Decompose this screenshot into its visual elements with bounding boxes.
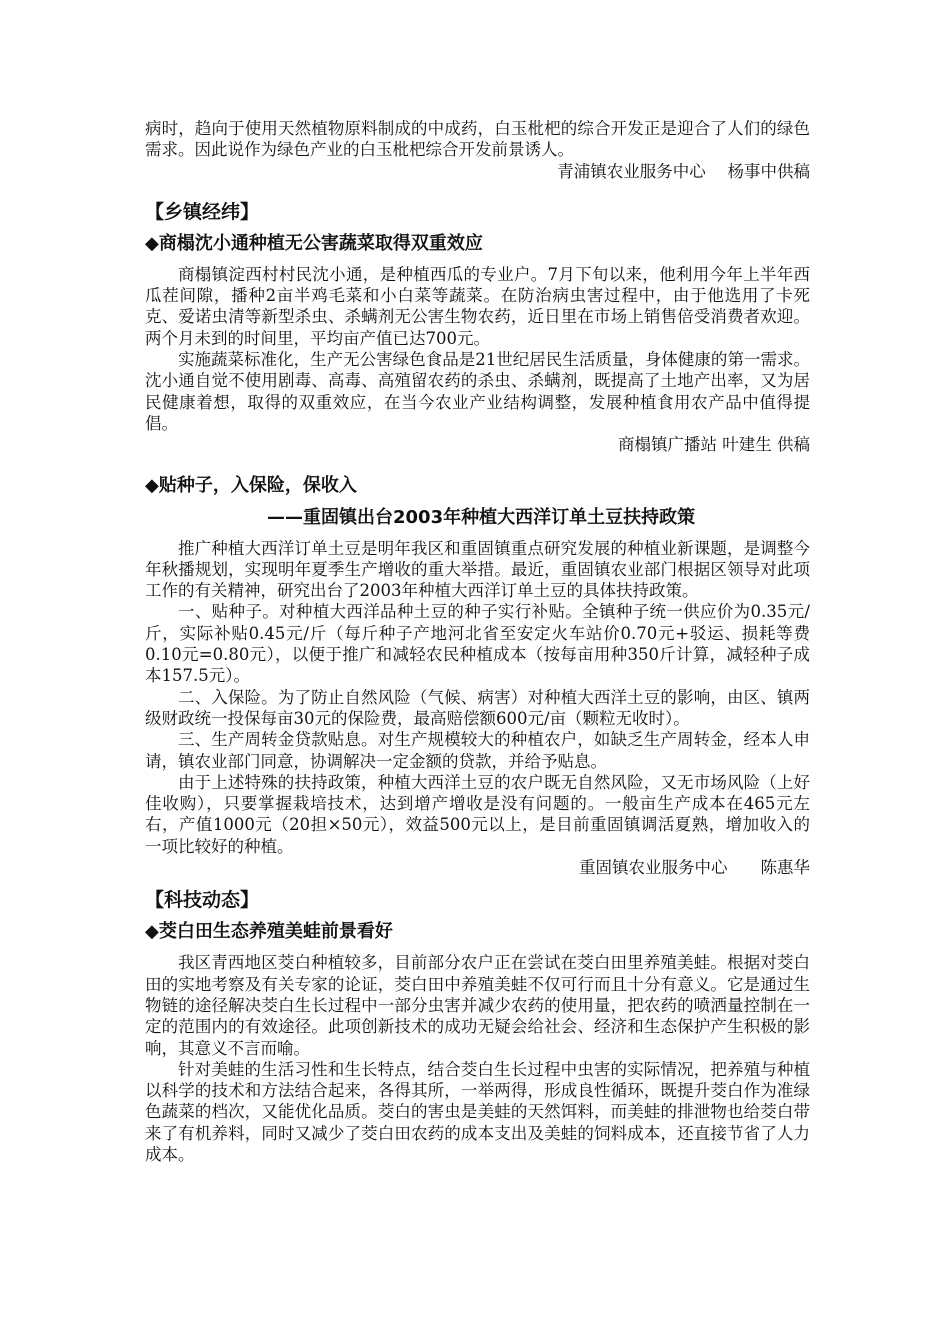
article-credit: 重固镇农业服务中心 陈惠华 (579, 858, 810, 878)
article-paragraph: 我区青西地区茭白种植较多，目前部分农户正在尝试在茭白田里养殖美蛙。根据对茭白田的实地考察及有关专家的论证，茭白田中养殖美蛙不仅可行而且十分有意义。它是通过生物链的途径解决茭白生长过程中一部分虫害并减少农药的使用量，把农药的喷洒量控制在一定的范围内的有效途径。此项创新技术的成功无疑会给社会、经济和生态保护产生积极的影响，其意义不言而喻。 (145, 953, 810, 1058)
article-headline-potato: ◆贴种子，入保险，保收入 (145, 474, 357, 496)
document-page (145, 118, 810, 1165)
article-credit: 商榻镇广播站 叶建生 供稿 (618, 435, 810, 455)
article-paragraph: 针对美蛙的生活习性和生长特点，结合茭白生长过程中虫害的实际情况，把养殖与种植以科学的技术和方法结合起来，各得其所，一举两得，形成良性循环，既提升茭白作为准绿色蔬菜的档次，又能优化品质。茭白的害虫是美蛙的天然饵料，而美蛙的排泄物也给茭白带来了有机养料，同时又减少了茭白田农药的成本支出及美蛙的饲料成本，还直接节省了人力成本。 (145, 1059, 810, 1164)
article-paragraph: 二、入保险。为了防止自然风险（气候、病害）对种植大西洋土豆的影响，由区、镇两级财政统一投保每亩30元的保险费，最高赔偿额600元/亩（颗粒无收时）。 (145, 687, 810, 728)
article-paragraph: 实施蔬菜标准化，生产无公害绿色食品是21世纪居民生活质量，身体健康的第一需求。沈小通自觉不使用剧毒、高毒、高殖留农药的杀虫、杀螨剂，既提高了土地产出率，又为居民健康着想，取得的双重效应，在当今农业产业结构调整，发展种植食用农产品中值得提倡。 (145, 350, 810, 433)
article-headline-vegetables: ◆商榻沈小通种植无公害蔬菜取得双重效应 (145, 232, 483, 254)
article-paragraph: 推广种植大西洋订单土豆是明年我区和重固镇重点研究发展的种植业新课题，是调整今年秋播规划，实现明年夏季生产增收的重大举措。最近，重固镇农业部门根据区领导对此项工作的有关精神，研究出台了2003年种植大西洋订单土豆的具体扶持政策。 (145, 538, 810, 601)
article-paragraph: 一、贴种子。对种植大西洋品种土豆的种子实行补贴。全镇种子统一供应价为0.35元/斤，实际补贴0.45元/斤（每斤种子产地河北省至安定火车站价0.70元+驳运、损耗等费0.10元=0.80元），以便于推广和减轻农民种植成本（按每亩用种350斤计算，减轻种子成本157.5元）。 (145, 602, 810, 686)
article-headline-frog: ◆茭白田生态养殖美蛙前景看好 (145, 921, 393, 943)
section-title-township: 【乡镇经纬】 (145, 200, 260, 223)
intro-credit: 青浦镇农业服务中心 杨事中供稿 (557, 161, 810, 181)
intro-paragraph: 病时，趋向于使用天然植物原料制成的中成药，白玉枇杷的综合开发正是迎合了人们的绿色需求。因此说作为绿色产业的白玉枇杷综合开发前景诱人。 (145, 119, 810, 160)
article-paragraph: 由于上述特殊的扶持政策，种植大西洋土豆的农户既无自然风险，又无市场风险（上好佳收购），只要掌握栽培技术，达到增产增收是没有问题的。一般亩生产成本在465元左右，产值1000元（20担×50元），效益500元以上，是目前重固镇调活夏熟，增加收入的一项比较好的种植。 (145, 772, 810, 856)
section-title-technology: 【科技动态】 (145, 889, 260, 912)
article-paragraph: 三、生产周转金贷款贴息。对生产规模较大的种植农户，如缺乏生产周转金，经本人申请，镇农业部门同意，协调解决一定金额的贷款，并给予贴息。 (145, 730, 810, 771)
article-subheadline-potato: ——重固镇出台2003年种植大西洋订单土豆扶持政策 (267, 506, 696, 528)
article-paragraph: 商榻镇淀西村村民沈小通，是种植西瓜的专业户。7月下旬以来，他利用今年上半年西瓜茬间隙，播种2亩半鸡毛菜和小白菜等蔬菜。在防治病虫害过程中，由于他选用了卡死克、爱诺虫清等新型杀虫、杀螨剂无公害生物农药，近日里在市场上销售倍受消费者欢迎。两个月未到的时间里，平均亩产值已达700元。 (145, 264, 810, 348)
